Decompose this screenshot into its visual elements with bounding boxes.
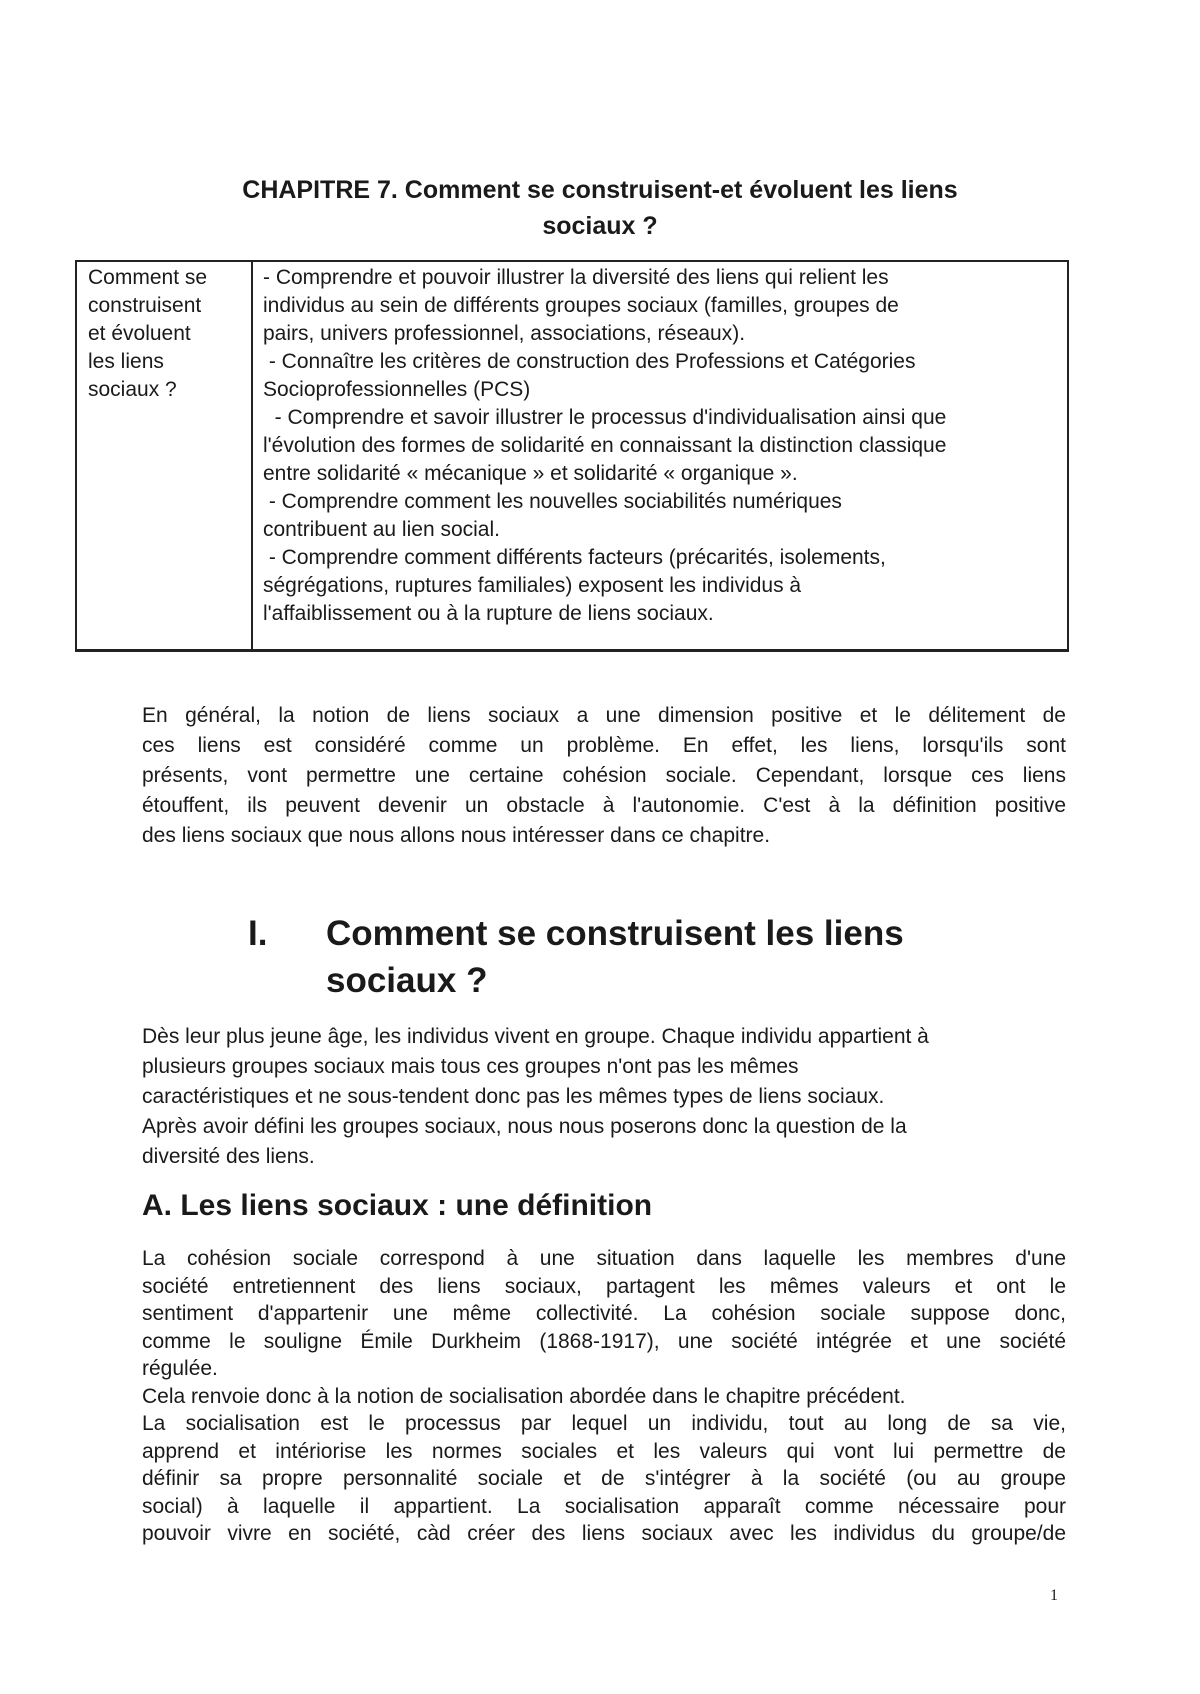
intro-line: ces liens est considéré comme un problème. En effet, les liens, lorsqu'ils sont [142,734,1066,757]
section-1-line: Dès leur plus jeune âge, les individus vivent en groupe. Chaque individu appartient à [142,1025,929,1048]
section-1-title-line: Comment se construisent les liens [326,914,904,953]
question-line: sociaux ? [88,378,177,401]
objective-line: - Connaître les critères de construction des Professions et Catégories [263,350,916,373]
question-line: construisent [88,294,202,317]
objective-line: pairs, univers professionnel, associations, réseaux). [263,322,746,345]
intro-line: des liens sociaux que nous allons nous intéresser dans ce chapitre. [142,824,771,847]
section-a-line: sentiment d'appartenir une même collectivité. La cohésion sociale suppose donc, [142,1302,1066,1325]
section-1-title [326,910,1026,1004]
section-1-line: plusieurs groupes sociaux mais tous ces groupes n'ont pas les mêmes [142,1055,799,1078]
section-1-number: I. [248,914,268,953]
section-a-paragraph [142,1245,1066,1548]
section-a-line: Cela renvoie donc à la notion de socialisation abordée dans le chapitre précédent. [142,1384,906,1408]
intro-line: En général, la notion de liens sociaux a une dimension positive et le délitement de [142,704,1066,727]
section-a-line: définir sa propre personnalité sociale et de s'intégrer à la société (ou au groupe [142,1467,1066,1490]
section-1-line: diversité des liens. [142,1145,315,1168]
objective-line: contribuent au lien social. [263,518,500,541]
objectives-table [75,260,1069,652]
objective-line: - Comprendre comment les nouvelles sociabilités numériques [263,490,842,513]
section-a-line: société entretiennent des liens sociaux, partagent les mêmes valeurs et ont le [142,1274,1066,1298]
chapter-title [150,172,1050,244]
objective-line: - Comprendre et savoir illustrer le processus d'individualisation ainsi que [263,406,947,429]
section-1-line: Après avoir défini les groupes sociaux, nous nous poserons donc la question de la [142,1115,907,1138]
chapter-title-line: sociaux ? [542,212,658,240]
section-a-line: La cohésion sociale correspond à une situation dans laquelle les membres d'une [142,1247,1066,1270]
objective-line: - Comprendre comment différents facteurs (précarités, isolements, [263,546,886,569]
section-1-paragraph [142,1022,1066,1172]
chapter-title-line: CHAPITRE 7. Comment se construisent-et évoluent les liens [242,176,958,204]
question-line: et évoluent [88,322,191,345]
objective-line: entre solidarité « mécanique » et solidarité « organique ». [263,462,798,485]
intro-paragraph [142,701,1066,851]
section-1-line: caractéristiques et ne sous-tendent donc pas les mêmes types de liens sociaux. [142,1085,885,1108]
section-a-heading: A. Les liens sociaux : une définition [142,1189,653,1222]
section-a-line: pouvoir vivre en société, càd créer des liens sociaux avec les individus du groupe/de [142,1522,1066,1545]
objective-line: l'évolution des formes de solidarité en connaissant la distinction classique [263,434,947,457]
objectives-list-cell [263,264,1063,628]
section-a-line: apprend et intériorise les normes sociales et les valeurs qui vont lui permettre de [142,1439,1066,1463]
objective-line: l'affaiblissement ou à la rupture de liens sociaux. [263,602,714,625]
intro-line: présents, vont permettre une certaine cohésion sociale. Cependant, lorsque ces liens [142,764,1066,787]
objectives-question-cell [88,264,238,404]
section-1-title-line: sociaux ? [326,961,488,1000]
table-column-divider [251,262,253,649]
question-line: Comment se [88,266,208,289]
objective-line: Socioprofessionnelles (PCS) [263,378,531,401]
objective-line: - Comprendre et pouvoir illustrer la diversité des liens qui relient les [263,266,889,289]
question-line: les liens [88,350,164,373]
section-a-line: social) à laquelle il appartient. La socialisation apparaît comme nécessaire pour [142,1494,1066,1518]
objective-line: individus au sein de différents groupes sociaux (familles, groupes de [263,294,899,317]
objective-line: ségrégations, ruptures familiales) exposent les individus à [263,574,802,597]
page-number: 1 [1050,1587,1058,1604]
intro-line: étouffent, ils peuvent devenir un obstacle à l'autonomie. C'est à la définition positive [142,794,1066,817]
section-a-line: La socialisation est le processus par lequel un individu, tout au long de sa vie, [142,1412,1066,1435]
section-a-line: comme le souligne Émile Durkheim (1868-1917), une société intégrée et une société [142,1329,1066,1353]
section-a-line: régulée. [142,1357,218,1380]
